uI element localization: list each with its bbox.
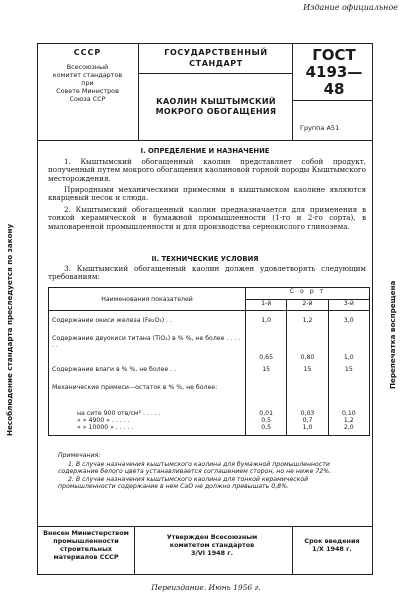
- row-name: » » 4900 » . . . . .: [49, 417, 246, 424]
- title-line: МОКРОГО ОБОГАЩЕНИЯ: [155, 107, 277, 116]
- row-value: 0,01: [246, 406, 287, 417]
- introduced-line: материалов СССР: [53, 553, 119, 561]
- introduced-line: промышленности: [53, 537, 119, 545]
- title-line: КАОЛИН КЫШТЫМСКИЙ: [156, 97, 276, 106]
- term-line: Срок введения: [304, 537, 360, 545]
- row-value: 1,2: [287, 311, 328, 336]
- row-name: на сите 900 отв/см² . . . . .: [49, 406, 246, 417]
- state-standard-line: СТАНДАРТ: [189, 59, 243, 68]
- document-title: [142, 97, 290, 117]
- committee-line: Совете Министров: [56, 87, 119, 95]
- table-row: [49, 311, 370, 336]
- state-standard-label: [142, 47, 290, 69]
- row-value: 1,0: [328, 335, 369, 361]
- notes-heading: Примечания:: [58, 452, 101, 459]
- effective-date: [293, 537, 371, 553]
- row-name: » » 10000 » . . . . .: [49, 424, 246, 436]
- paragraph-3: 2. Кыштымский обогащенный каолин предназначается для применения в тонкой керамической и бумажной промышленности (1-го и 2-го сорта), в мыловаренной промышленности и для производства сернокислого глинозема.: [48, 205, 366, 231]
- table-row: [49, 361, 370, 380]
- law-notice: Несоблюдение стандарта преследуется по закону: [5, 223, 14, 437]
- row-value: [328, 380, 369, 406]
- row-value: 1,0: [287, 424, 328, 436]
- requirements-table: [48, 287, 370, 436]
- edition-label: Издание официальное: [303, 3, 398, 12]
- row-value: 3,0: [328, 311, 369, 336]
- row-value: 0,5: [246, 424, 287, 436]
- term-line: 1/X 1948 г.: [312, 545, 352, 553]
- header-divider: [38, 140, 372, 141]
- committee-line: Союза ССР: [69, 95, 106, 103]
- gost-label: ГОСТ: [312, 46, 356, 64]
- note-item: 1. В случае назначения кыштымского каолина для бумажной промышленности содержание белого цвета устанавливается соглашением сторон, но не ниже 72%.: [58, 460, 332, 476]
- note-item: 2. В случае назначения кыштымского каолина для тонкой керамической промышленности содержание в нем CaO не должно превышать 0,8%.: [58, 475, 309, 491]
- table-row: [49, 406, 370, 417]
- header-sep-1: [138, 44, 139, 140]
- row-value: [287, 380, 328, 406]
- row-name: Содержание окиси железа (Fe₂O₃) . .: [49, 311, 246, 336]
- header-sub-divider: [138, 73, 292, 74]
- paragraph-4: 3. Кыштымский обогащенный каолин должен удовлетворять следующим требованиям:: [48, 264, 366, 282]
- section-1-heading: I. ОПРЕДЕЛЕНИЕ И НАЗНАЧЕНИЕ: [140, 147, 270, 155]
- footer-divider: [38, 526, 372, 527]
- committee-line: при: [81, 79, 94, 87]
- section-2-heading: II. ТЕХНИЧЕСКИЕ УСЛОВИЯ: [151, 255, 259, 263]
- row-value: 0,7: [287, 417, 328, 424]
- introduced-by: [39, 529, 133, 561]
- approved-line: 3/VI 1948 г.: [190, 549, 234, 557]
- gost-number: 4193—48: [305, 63, 363, 98]
- paragraph-2: Природными механическими примесями в кыштымском каолине являются кварцевый песок и слюда.: [48, 185, 366, 203]
- paragraph-1: 1. Кыштымский обогащенный каолин представляет собой продукт, полученный путем мокрого обогащения каолиновой горной породы Кыштымского месторождения.: [48, 157, 366, 183]
- row-value: 1,2: [328, 417, 369, 424]
- col-header-grade-2: 2-й: [287, 299, 328, 311]
- table-row: [49, 380, 370, 406]
- reissue-note: Переиздание. Июнь 1956 г.: [151, 583, 261, 592]
- notes-block: [58, 452, 364, 491]
- col-header-grade-1: 1-й: [246, 299, 287, 311]
- table-row: [49, 417, 370, 424]
- committee-block: [40, 49, 135, 103]
- row-value: 0,5: [246, 417, 287, 424]
- reprint-notice: Перепечатка воспрещена: [388, 280, 397, 390]
- col-header-grade-3: 3-й: [328, 299, 369, 311]
- row-value: 15: [328, 361, 369, 380]
- row-value: 1,0: [246, 311, 287, 336]
- table-row: [49, 335, 370, 361]
- col-header-sort: С о р т: [246, 288, 370, 300]
- introduced-line: строительных: [59, 545, 112, 553]
- gost-number-block: [296, 47, 372, 98]
- committee-line: Всесоюзный: [66, 63, 109, 71]
- row-value: 0,10: [328, 406, 369, 417]
- approved-by: [134, 533, 290, 557]
- introduced-line: Внесен Министерством: [43, 529, 129, 537]
- ussr-label: СССР: [73, 48, 102, 57]
- approved-line: Утвержден Всесоюзным: [166, 533, 258, 541]
- row-value: 0,80: [287, 335, 328, 361]
- approved-line: комитетом стандартов: [169, 541, 255, 549]
- row-value: 15: [287, 361, 328, 380]
- header-sep-2: [292, 44, 293, 140]
- row-name: Механические примеси—остаток в % %, не более:: [49, 380, 246, 406]
- committee-line: комитет стандартов: [52, 71, 123, 79]
- row-name: Содержание влаги в % %, не более . .: [49, 361, 246, 380]
- row-value: 15: [246, 361, 287, 380]
- row-value: 2,0: [328, 424, 369, 436]
- state-standard-line: ГОСУДАРСТВЕННЫЙ: [164, 48, 268, 57]
- row-name: Содержание двуокиси титана (TiO₂) в % %, не более . . . . . .: [49, 335, 246, 361]
- row-value: 0,65: [246, 335, 287, 361]
- row-value: [246, 380, 287, 406]
- group-label: Группа А51: [300, 124, 340, 132]
- col-header-name: Наименования показателей: [49, 288, 246, 311]
- table-row: [49, 424, 370, 436]
- row-value: 0,03: [287, 406, 328, 417]
- gost-divider: [292, 100, 372, 101]
